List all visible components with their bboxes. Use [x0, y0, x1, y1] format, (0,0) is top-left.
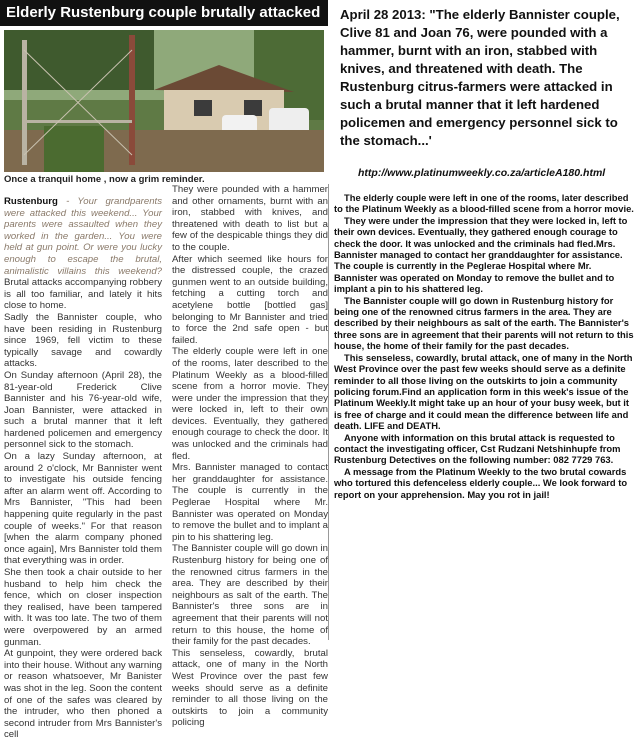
summary-paragraph: Anyone with information on this brutal attack is requested to contact the investigating officer, Cst Rudzani Netshinhupfe from Rustenburg Detectives on the following number: 082 7729 763.: [334, 431, 621, 466]
photo-caption: Once a tranquil home , now a grim reminder.: [4, 174, 205, 185]
article-column-2: [172, 184, 328, 729]
article-paragraph: They were pounded with a hammer and other ornaments, burnt with an iron, stabbed with knives, and threatened with death to list but a few of the despicable things they did to the couple.: [172, 184, 328, 253]
article-paragraph: After which seemed like hours for the distressed couple, the crazed gunmen went to an outside building, fetching a cutting torch and acetylene bottle [bottled gas] belonging to Mr Bannister and tried to force the 2nd safe open - but failed.: [172, 253, 328, 346]
article-paragraph: The elderly couple were left in one of the rooms, later described to the Platinum Weekly as a blood-filled scene from a horror movie. They were under the impression that they were locked in, left to their own devices. Eventually, they gathered enough courage to check the door. It was unlocked and the criminals had fled.: [172, 346, 328, 462]
house-photo: [4, 30, 324, 172]
intro-tail: Brutal attacks accompanying robbery is all too familiar, and lately it hits close to home.: [4, 277, 162, 312]
summary-column: [334, 192, 634, 640]
article-paragraph: Sadly the Bannister couple, who have been residing in Rustenburg since 1969, fell victim to these typically savage and cowardly attacks.: [4, 311, 162, 370]
article-paragraph: On Sunday afternoon (April 28), the 81-year-old Frederick Clive Bannister and his 76-year-old wife, Joan Bannister, were attacked in such a brutal manner that it left hardened policemen and emergency personnel sick to the stomach.: [4, 369, 162, 451]
source-link[interactable]: http://www.platinumweekly.co.za/articleA180.html: [358, 167, 606, 179]
article-paragraph: At gunpoint, they were ordered back into their house. Without any warning or reason whatsoever, Mr Banister was shot in the leg. Soon the content of one of the safes was cleared by the intruder, who then phoned a second intruder from Mrs Bannister's cell: [4, 648, 162, 741]
headline: Elderly Rustenburg couple brutally attacked: [0, 0, 328, 26]
pull-quote: April 28 2013: "The elderly Bannister couple, Clive 81 and Joan 76, were pounded with a hammer, burnt with an iron, stabbed with knives, and threatened with death. The Rustenburg citrus-farmers were attacked in such a brutal manner that it left hardened policemen and emergency personnel sick to the stomach...': [340, 7, 620, 148]
dateline: Rustenburg: [4, 196, 58, 207]
summary-paragraph: A message from the Platinum Weekly to the two brutal cowards who tortured this defenceless elderly couple... We look forward to report on your apprehension. May you rot in jail!: [334, 465, 628, 500]
summary-paragraph: This senseless, cowardly, brutal attack, one of many in the North West Province over the past few weeks should serve as a definite reminder to all those living on the outskirts to join a community policing forum.Find an application form in this week's issue of the Platinum Weekly.It might take up an hour of your busy week, but it is free of charge and it could mean the difference between life and death. LIFE and DEATH.: [334, 351, 633, 432]
intro-tease: - Your grandparents were attacked this weekend... Your parents were assaulted when they worked in the garden... You were held at gun point. Or were you lucky enough to escape the brutal, animalistic villains this weekend?: [4, 196, 162, 277]
article-paragraph: She then took a chair outside to her husband to help him check the fence, which on closer inspection they realised, have been tampered with. It was too late. The two of them were overpowered by an armed gunman.: [4, 567, 162, 648]
article-paragraph: The Bannister couple will go down in Rustenburg history for being one of the renowned citrus farmers in the area. They are described by their neighbours as salt of the earth. The Bannister's three sons are in agreement that their parents will not return to this house, the home of their family for the past decades.: [172, 543, 328, 648]
house-photo-image: [4, 30, 324, 172]
column-divider: [328, 184, 329, 640]
summary-paragraph: They were under the impression that they were locked in, left to their own devices. Eventually, they gathered enough courage to check the door. It was unlocked and the criminals had fled.Mrs. Bannister managed to contact her granddaughter for assistance. The couple is currently in the Peglerae Hospital where Mr. Bannister was operated on Monday to remove the bullet and to implant a pin to his shattered leg.: [334, 214, 628, 295]
article-paragraph: On a lazy Sunday afternoon, at around 2 o'clock, Mr Bannister went to investigate his outside fencing after an alarm went off. According to Mrs Bannister, "This had been happening quite regularly in the past couple of weeks." For that reason [when the alarm company phoned once again], Mrs Bannister told them that everything was in order.: [4, 451, 162, 567]
summary-paragraph: The Bannister couple will go down in Rustenburg history for being one of the renowned citrus farmers in the area. They are described by their neighbours as salt of the earth. The Bannister's three sons are in agreement that their parents will not return to this house, the home of their family for the past decades.: [334, 294, 634, 352]
article-intro: [4, 196, 162, 312]
article-paragraph: This senseless, cowardly, brutal attack, one of many in the North West Province over the past few weeks should serve as a definite reminder to all those living on the outskirts to join a community policing: [172, 647, 328, 729]
article-column-1: [4, 196, 162, 741]
summary-paragraph: The elderly couple were left in one of the rooms, later described to the Platinum Weekly as a blood-filled scene from a horror movie.: [334, 192, 634, 215]
article-paragraph: Mrs. Bannister managed to contact her granddaughter for assistance. The couple is currently in the Pegleraе Hospital where Mr. Bannister was operated on Monday to remove the bullet and to implant a pin to his shattering leg.: [172, 462, 328, 543]
